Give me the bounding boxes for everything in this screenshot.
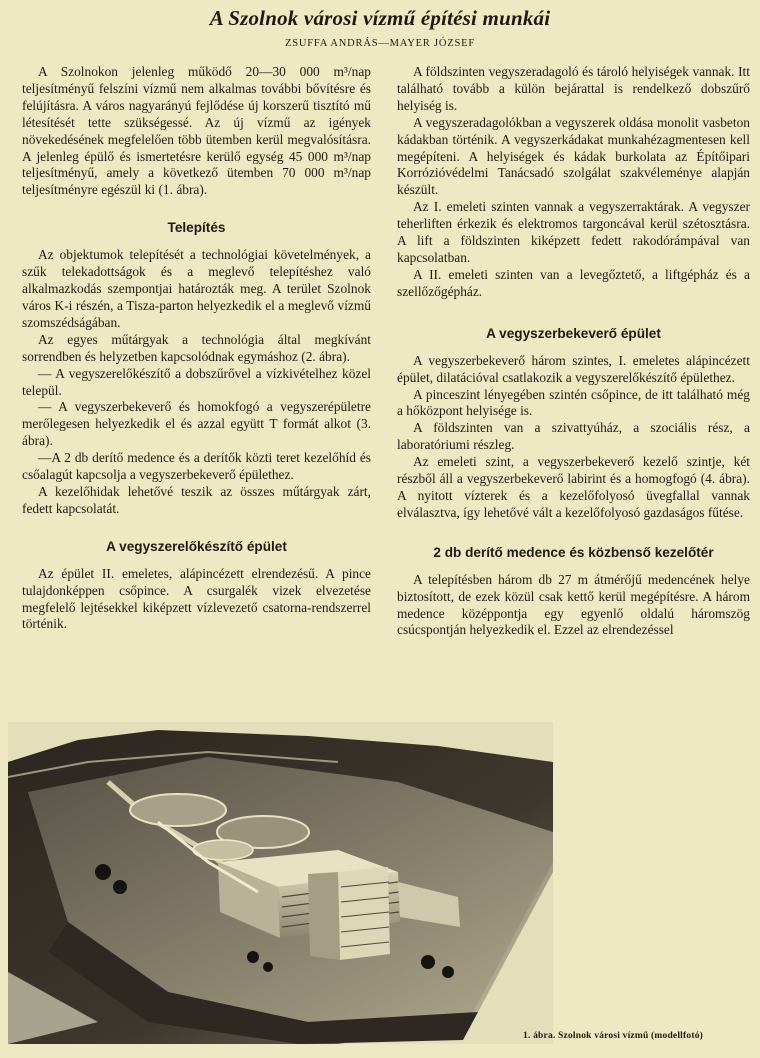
paragraph: Az egyes műtárgyak a technológia által megkívánt sorrendben és helyzetben kapcsolódnak egymáshoz (2. ábra).	[22, 331, 371, 364]
article-title: A Szolnok városi vízmű építési munkái	[209, 6, 551, 30]
paragraph: A kezelőhidak lehetővé teszik az összes műtárgyak zárt, fedett kapcsolatát.	[22, 483, 371, 516]
heading-vegyszerbekevero: A vegyszerbekeverő épület	[486, 325, 661, 341]
paragraph: —A 2 db derítő medence és a derítők közti teret kezelőhíd és csőalagút kapcsolja a vegyszerbekeverő épülethez.	[22, 450, 371, 483]
paragraph: A telepítésben három db 27 m átmérőjű medencének helye biztosított, de ezek közül csak kettő kerül megépítésre. A három medence középpontja egy egyenlő oldalú háromszög csúcspontján helyezkedik el. Ezzel az elrendezéssel	[397, 571, 750, 638]
figure-caption: 1. ábra. Szolnok városi vízmű (modellfotó)	[523, 1031, 704, 1041]
model-photo-drawing	[8, 722, 553, 1044]
paragraph: — A vegyszerelőkészítő a dobszűrővel a vízkivételhez közel települ.	[22, 365, 371, 398]
heading-telepites: Telepítés	[167, 220, 226, 236]
paragraph: — A vegyszerbekeverő és homokfogó a vegyszerépületre merőlegesen helyezkedik el és azzal együtt T formát alkot (3. ábra).	[22, 399, 371, 449]
heading-vegyszerelokeszito: A vegyszerelőkészítő épület	[106, 538, 287, 554]
paragraph: A földszinten van a szivattyúház, a szociális rész, a laboratóriumi részleg.	[397, 420, 750, 453]
paragraph: Az objektumok telepítését a technológiai követelmények, a szűk telekadottságok és a meglevő telepítéshez való alkalmazkodás szempontjai határozták meg. A terület Szolnok város K-i részén, a Tisza-parton helyezkedik el a meglevő vízmű szomszédságában.	[22, 247, 371, 330]
intro-paragraph: A Szolnokon jelenleg működő 20—30 000 m³/nap teljesítményű felszíni vízmű nem alkalmas további bővítésre és felújításra. A város nagyarányú fejlődése új korszerű tisztító mű létesítését tette szükségessé. Az új vízmű az igények növekedésének megfelelően több ütemben kerül megvalósításra. A jelenleg épülő és ismertetésre kerülő egység 45 000 m³/nap teljesítményű, amely a következő ütemben 70 000 m³/nap teljesítményre egészül ki (1. ábra).	[22, 64, 371, 198]
article-authors: ZSUFFA ANDRÁS—MAYER JÓZSEF	[284, 38, 475, 49]
left-column	[22, 64, 371, 633]
paragraph: A vegyszeradagolókban a vegyszerek oldása monolit vasbeton kádakban történik. A vegyszerkádakat munkahézagmentesen kell megépíteni. A helyiségek és kádak burkolata az Építőipari Korrózióvédelmi Tanácsadó szolgálat szakvéleménye alapján készült.	[397, 114, 750, 198]
right-column	[397, 64, 750, 639]
paragraph: Az emeleti szint, a vegyszerbekeverő kezelő szintje, két részből áll a vegyszerbekeverő labirint és a homogfogó (4. ábra). A nyitott vízterek és a kezelőfolyosó üvegfallal vannak elválasztva, így lehetővé vált a kezelőfolyosó gazdaságos fűtése.	[397, 454, 750, 520]
paragraph: Az épület II. emeletes, alápincézett elrendezésű. A pince tulajdonképpen csőpince. A csurgalék vizek elvezetése megfelelő lejtésekkel kiképzett vízlevezető csatorna-rendszerrel történik.	[22, 565, 371, 632]
model-photo	[8, 722, 553, 1044]
paragraph: Az I. emeleti szinten vannak a vegyszerraktárak. A vegyszer teherliften érkezik és elektromos targoncával kerül szétosztásra. A lift a földszinten kiképzett fedett rakodórámpával van kapcsolatban.	[397, 199, 750, 265]
paragraph: A pinceszint lényegében szintén csőpince, de itt található még a hőközpont helyisége is.	[397, 386, 750, 419]
paragraph: A vegyszerbekeverő három szintes, I. emeletes alápincézett épület, dilatációval csatlakozik a vegyszerelőkészítő épülethez.	[397, 352, 750, 385]
paragraph: A földszinten vegyszeradagoló és tároló helyiségek vannak. Itt található tovább a külön bejárattal is rendelkező dobszűrő helyiség is.	[397, 64, 750, 113]
paragraph: A II. emeleti szinten van a levegőztető, a liftgépház és a szellőzőgépház.	[397, 266, 750, 299]
heading-derito-medence: 2 db derítő medence és közbenső kezelőtér	[433, 544, 714, 560]
